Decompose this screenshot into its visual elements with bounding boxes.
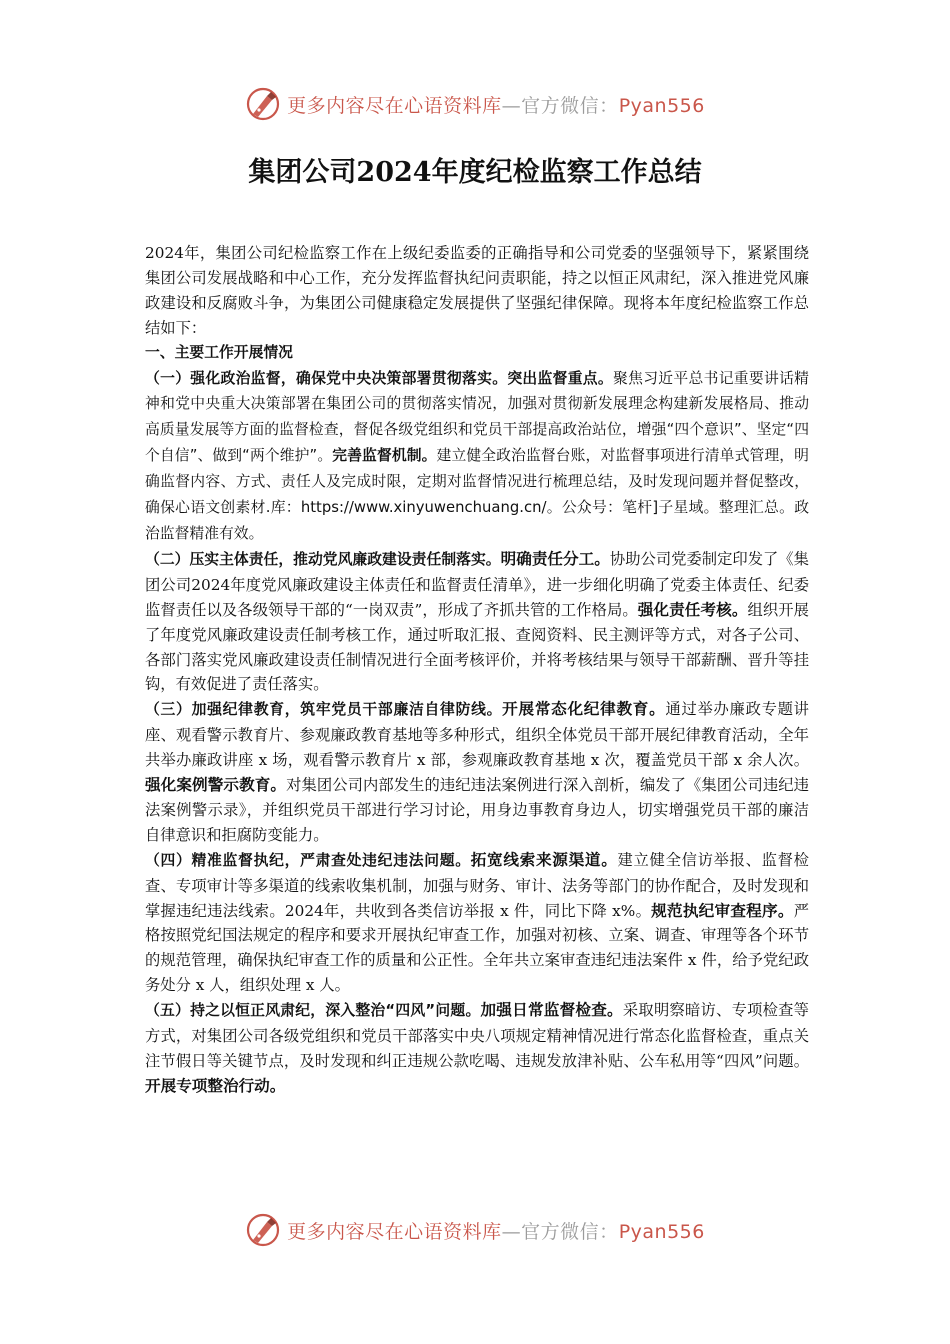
item-3-lead: （三）加强纪律教育，筑牢党员干部廉洁自律防线。 bbox=[145, 701, 503, 719]
item-3-sub-2: 强化案例警示教育。 bbox=[145, 776, 287, 795]
item-1-sub-1: 突出监督重点。 bbox=[507, 369, 614, 387]
item-3-paragraph bbox=[145, 697, 809, 847]
item-1-text-1: 聚焦习近平总书记重要讲话精神和党中央重大决策部署在集团公司的贯彻落实情况，加强对贯彻新发展理念构建新发展格局、推动高质量发展等方面的监督检查，督促各级党组织和党员干部提高政治站位，增强“四个意识”、坚定“四个自信”、做到“两个维护”。 bbox=[145, 369, 809, 465]
item-5-paragraph bbox=[145, 998, 809, 1099]
watermark-banner-top bbox=[0, 82, 950, 126]
item-2-lead: （二）压实主体责任，推动党风廉政建设责任制落实。 bbox=[145, 550, 501, 568]
item-5-lead: （五）持之以恒正风肃纪，深入整治“四风”问题。 bbox=[145, 1002, 481, 1020]
watermark-text: 更多内容尽在心语资料库—官方微信：Pyan556 bbox=[287, 1220, 705, 1243]
section-heading: 一、主要工作开展情况 bbox=[145, 343, 293, 361]
intro-paragraph: 2024年，集团公司纪检监察工作在上级纪委监委的正确指导和公司党委的坚强领导下，紧紧围绕集团公司发展战略和中心工作，充分发挥监督执纪问责职能，持之以恒正风肃纪，深入推进党风廉政建设和反腐败斗争，为集团公司健康稳定发展提供了坚强纪律保障。现将本年度纪检监察工作总结如下： bbox=[145, 244, 809, 337]
item-4-text-2: 严格按照党纪国法规定的程序和要求开展执纪审查工作，加强对初核、立案、调查、审理等各个环节的规范管理，确保执纪审查工作的质量和公正性。全年共立案审查违纪违法案件 x 件，给予党纪政务处分 x 人，组织处理 x 人。 bbox=[145, 901, 809, 995]
document-body bbox=[145, 241, 809, 1099]
item-4-paragraph bbox=[145, 848, 809, 998]
document-title: 集团公司2024年度纪检监察工作总结 bbox=[248, 157, 702, 188]
item-5-sub-2: 开展专项整治行动。 bbox=[145, 1076, 286, 1095]
item-3-text-1: 通过举办廉政专题讲座、观看警示教育片、参观廉政教育基地等多种形式，组织全体党员干部开展纪律教育活动，全年共举办廉政讲座 x 场，观看警示教育片 x 部，参观廉政教育基地 x 次，覆盖党员干部 x 余人次。 bbox=[145, 700, 809, 770]
item-5-sub-1: 加强日常监督检查。 bbox=[480, 1001, 623, 1020]
pen-nib-logo-icon bbox=[245, 86, 281, 122]
watermark-text: 更多内容尽在心语资料库—官方微信：Pyan556 bbox=[287, 94, 705, 117]
item-1-lead: （一）强化政治监督，确保党中央决策部署贯彻落实。 bbox=[145, 369, 508, 387]
item-1-paragraph bbox=[145, 366, 809, 547]
item-4-sub-2: 规范执纪审查程序。 bbox=[651, 901, 794, 920]
item-4-sub-1: 拓宽线索来源渠道。 bbox=[470, 850, 618, 869]
item-2-text-2: 组织开展了年度党风廉政建设责任制考核工作，通过听取汇报、查阅资料、民主测评等方式，对各子公司、各部门落实党风廉政建设责任制情况进行全面考核评价，并将考核结果与领导干部薪酬、晋升等挂钩，有效促进了责任落实。 bbox=[145, 600, 809, 694]
item-2-sub-1: 明确责任分工。 bbox=[500, 549, 610, 568]
item-4-lead: （四）精准监督执纪，严肃查处违纪违法问题。 bbox=[145, 851, 471, 869]
item-1-text-2: 建立健全政治监督台账，对监督事项进行清单式管理，明确监督内容、方式、责任人及完成时限，定期对监督情况进行梳理总结，及时发现问题并督促整改，确保心语文创素材.库：https://www.xinyuwenchuang.cn/。公众号：笔杆]子星域。整理汇总。政治监督精准有效。 bbox=[145, 447, 809, 542]
item-2-text-1: 协助公司党委制定印发了《集团公司2024年度党风廉政建设主体责任和监督责任清单》，进一步细化明确了党委主体责任、纪委监督责任以及各级领导干部的“一岗双责”，形成了齐抓共管的工作格局。 bbox=[145, 549, 809, 619]
item-4-text-1: 建立健全信访举报、监督检查、专项审计等多渠道的线索收集机制，加强与财务、审计、法务等部门的协作配合，及时发现和掌握违纪违法线索。2024年，共收到各类信访举报 x 件，同比下降 x%。 bbox=[145, 850, 809, 920]
item-3-text-2: 对集团公司内部发生的违纪违法案例进行深入剖析，编发了《集团公司违纪违法案例警示录》，并组织党员干部进行学习讨论，用身边事教育身边人，切实增强党员干部的廉洁自律意识和拒腐防变能力。 bbox=[145, 776, 809, 844]
item-1-sub-2: 完善监督机制。 bbox=[332, 447, 437, 465]
item-5-text-1: 采取明察暗访、专项检查等方式，对集团公司各级党组织和党员干部落实中央八项规定精神情况进行常态化监督检查，重点关注节假日等关键节点，及时发现和纠正违规公款吃喝、违规发放津补贴、公车私用等“四风”问题。 bbox=[145, 1001, 809, 1070]
watermark-banner-bottom bbox=[0, 1208, 950, 1252]
pen-nib-logo-icon bbox=[245, 1212, 281, 1248]
item-3-sub-1: 开展常态化纪律教育。 bbox=[502, 700, 666, 719]
item-2-sub-2: 强化责任考核。 bbox=[637, 600, 748, 619]
item-2-paragraph bbox=[145, 547, 809, 697]
